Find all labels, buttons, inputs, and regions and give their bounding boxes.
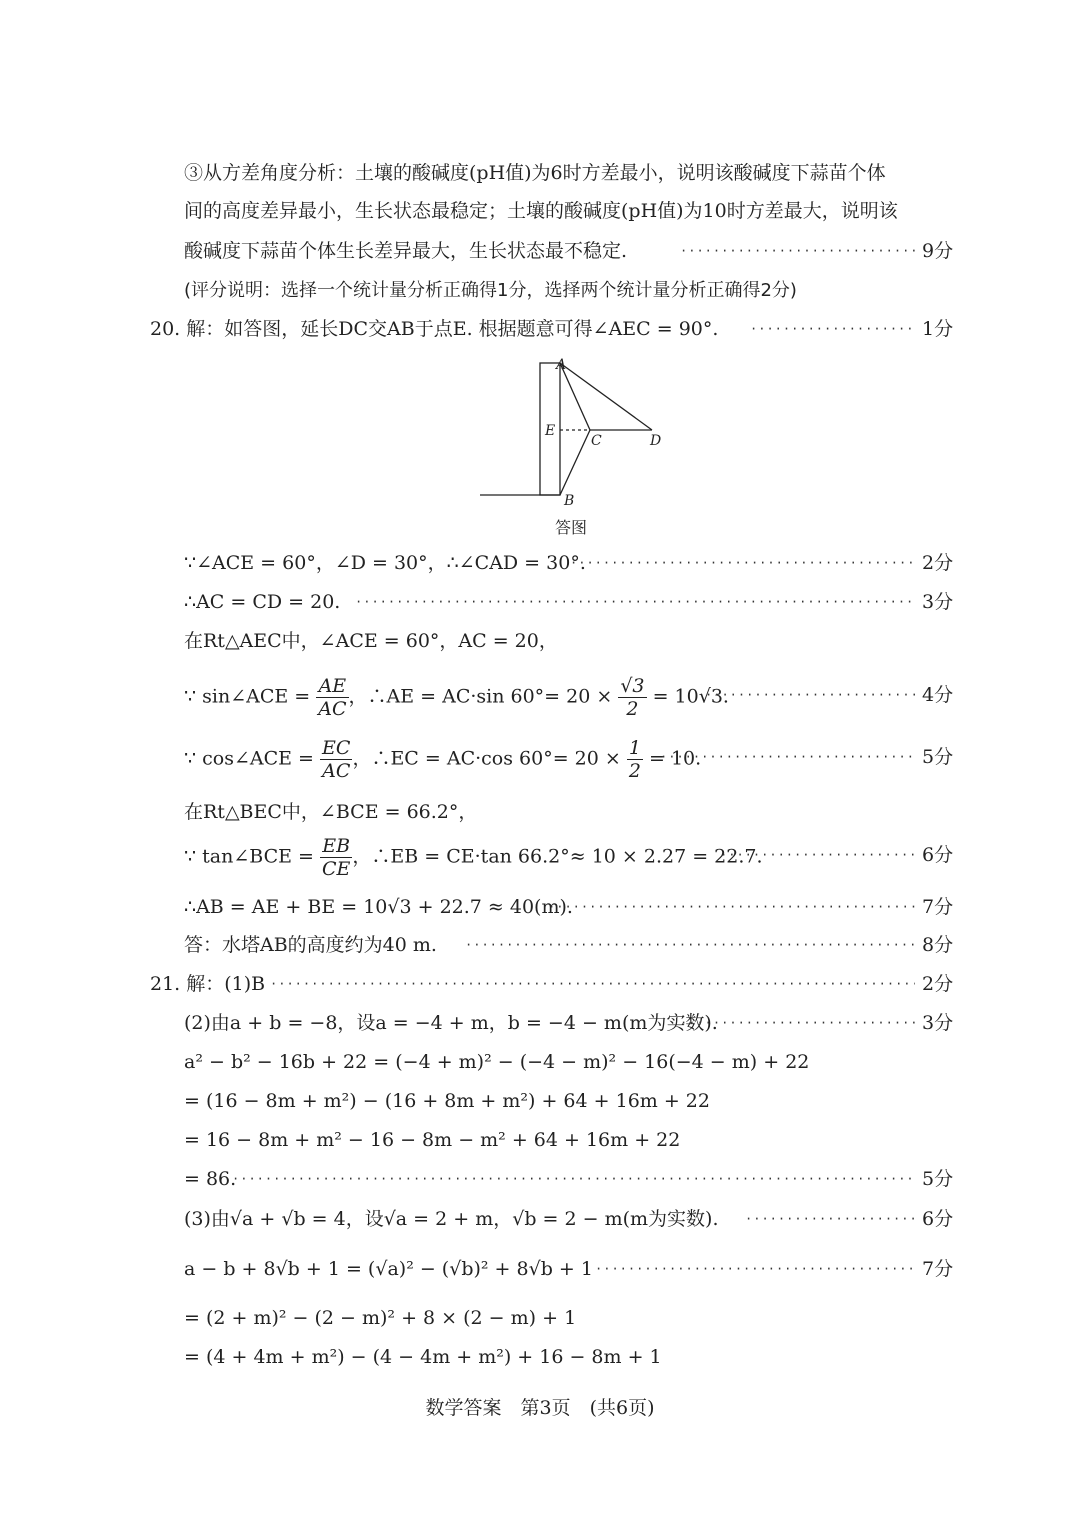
score-label: 2分 <box>922 973 954 995</box>
line-text: ∴AB = AE + BE = 10√3 + 22.7 ≈ 40(m). <box>184 896 573 918</box>
answer-line <box>0 969 1080 999</box>
line-text: 20. 解：如答图，延长DC交AB于点E. 根据题意可得∠AEC = 90°. <box>150 318 719 340</box>
answer-line <box>0 548 1080 578</box>
answer-line <box>0 236 1080 266</box>
frac-EC-AC: $\frac{EC}{AC}$ <box>322 737 351 782</box>
answer-line <box>0 1342 1080 1372</box>
frac-AE-AC: $\frac{AE}{AC}$ <box>318 675 347 720</box>
line-text: = 16 − 8m + m² − 16 − 8m − m² + 64 + 16m + 22 <box>184 1129 681 1151</box>
leader-dots <box>570 548 915 578</box>
line-text: = (4 + 4m + m²) − (4 − 4m + m²) + 16 − 8m + 1 <box>184 1346 662 1368</box>
line-text: 在Rt△AEC中，∠ACE = 60°，AC = 20， <box>184 630 558 652</box>
answer-line <box>0 196 1080 226</box>
line-text: ∴AC = CD = 20. <box>184 591 341 613</box>
answer-line <box>0 930 1080 960</box>
line-sin: ∵ sin∠ACE = $\frac{AE}{AC}$ ，∴AE = AC·sin 60°= 20 × $\frac{√3}{2}$ = 10√3. ····· 4分 <box>0 675 1080 715</box>
score-label: 1分 <box>922 318 954 340</box>
leader-dots <box>660 737 915 777</box>
line-text: (评分说明：选择一个统计量分析正确得1分，选择两个统计量分析正确得2分) <box>184 280 797 301</box>
score-label: 9分 <box>922 240 954 262</box>
leader-dots <box>750 314 915 344</box>
score-label: 3分 <box>922 1012 954 1034</box>
answer-line <box>0 892 1080 922</box>
leader-dots <box>680 236 915 266</box>
page-footer: 数学答案 第3页 (共6页) <box>425 1397 655 1419</box>
score-label: 8分 <box>922 934 954 956</box>
label-D: D <box>650 433 662 449</box>
line-text: ③从方差角度分析：土壤的酸碱度(pH值)为6时方差最小，说明该酸碱度下蒜苗个体 <box>184 162 886 184</box>
answer-line <box>0 1204 1080 1234</box>
answer-line <box>0 1303 1080 1333</box>
line-text: = 86. <box>184 1168 237 1190</box>
frac-EB-CE: $\frac{EB}{CE}$ <box>321 835 351 880</box>
line-CB <box>560 430 590 495</box>
score-label: 7分 <box>922 1258 954 1280</box>
frac-1-2: $\frac{1}{2}$ <box>628 737 641 782</box>
line-text: ∵∠ACE = 60°，∠D = 30°，∴∠CAD = 30°. <box>184 552 586 574</box>
line-text: (3)由√a + √b = 4，设√a = 2 + m，√b = 2 − m(m为实数). <box>184 1208 719 1230</box>
score-label: 6分 <box>922 844 954 866</box>
label-E: E <box>545 423 556 439</box>
line-cos: ∵ cos∠ACE = $\frac{EC}{AC}$ ，∴EC = AC·cos 60°= 20 × $\frac{1}{2}$ = 10. ····· 5分 <box>0 737 1080 777</box>
leader-dots <box>465 930 915 960</box>
line-text: = (2 + m)² − (2 − m)² + 8 × (2 − m) + 1 <box>184 1307 577 1329</box>
line-AD <box>560 363 652 430</box>
answer-line <box>0 1254 1080 1284</box>
score-label: 2分 <box>922 552 954 574</box>
leader-dots <box>355 587 915 617</box>
leader-dots <box>680 1008 915 1038</box>
answer-line <box>0 1125 1080 1155</box>
answer-line <box>0 587 1080 617</box>
answer-line <box>0 1086 1080 1116</box>
leader-dots <box>745 1204 915 1234</box>
leader-dots <box>548 892 915 922</box>
answer-line <box>0 797 1080 827</box>
leader-dots <box>232 1164 915 1194</box>
line-text: 间的高度差异最小，生长状态最稳定；土壤的酸碱度(pH值)为10时方差最大，说明该 <box>184 200 898 222</box>
score-label: 6分 <box>922 1208 954 1230</box>
leader-dots <box>705 675 915 715</box>
leader-dots <box>595 1254 915 1284</box>
line-text: a − b + 8√b + 1 = (√a)² − (√b)² + 8√b + 1 <box>184 1258 593 1280</box>
answer-line <box>0 1008 1080 1038</box>
leader-dots <box>720 835 915 875</box>
label-B: B <box>564 493 575 505</box>
answer-line <box>0 276 1080 306</box>
score-label: 3分 <box>922 591 954 613</box>
line-text: (2)由a + b = −8，设a = −4 + m，b = −4 − m(m为实数). <box>184 1012 718 1034</box>
line-AC <box>560 363 590 430</box>
figure-caption: 答图 <box>555 518 588 537</box>
line-text: 酸碱度下蒜苗个体生长差异最大，生长状态最不稳定. <box>184 240 628 262</box>
score-label: 4分 <box>922 684 954 706</box>
answer-line <box>0 314 1080 344</box>
line-tan: ∵ tan∠BCE = $\frac{EB}{CE}$ ，∴EB = CE·tan 66.2°≈ 10 × 2.27 = 22.7. ····· 6分 <box>0 835 1080 875</box>
score-label: 5分 <box>922 746 954 768</box>
answer-line <box>0 1047 1080 1077</box>
answer-line <box>0 1164 1080 1194</box>
frac-sqrt3-2: $\frac{√3}{2}$ <box>620 675 645 720</box>
tower-diagram <box>470 355 700 505</box>
sin-prefix: ∵ sin∠ACE = <box>184 685 311 708</box>
line-text: = (16 − 8m + m²) − (16 + 8m + m²) + 64 + 16m + 22 <box>184 1090 710 1112</box>
score-label: 7分 <box>922 896 954 918</box>
label-C: C <box>591 433 602 449</box>
line-text: a² − b² − 16b + 22 = (−4 + m)² − (−4 − m)² − 16(−4 − m) + 22 <box>184 1051 810 1073</box>
answer-line <box>0 626 1080 656</box>
score-label: 5分 <box>922 1168 954 1190</box>
line-text: 21. 解：(1)B <box>150 973 266 995</box>
line-text: 答：水塔AB的高度约为40 m. <box>184 934 437 956</box>
answer-line <box>0 158 1080 188</box>
label-A: A <box>556 357 567 373</box>
leader-dots <box>270 969 915 999</box>
line-text: 在Rt△BEC中，∠BCE = 66.2°， <box>184 801 478 823</box>
